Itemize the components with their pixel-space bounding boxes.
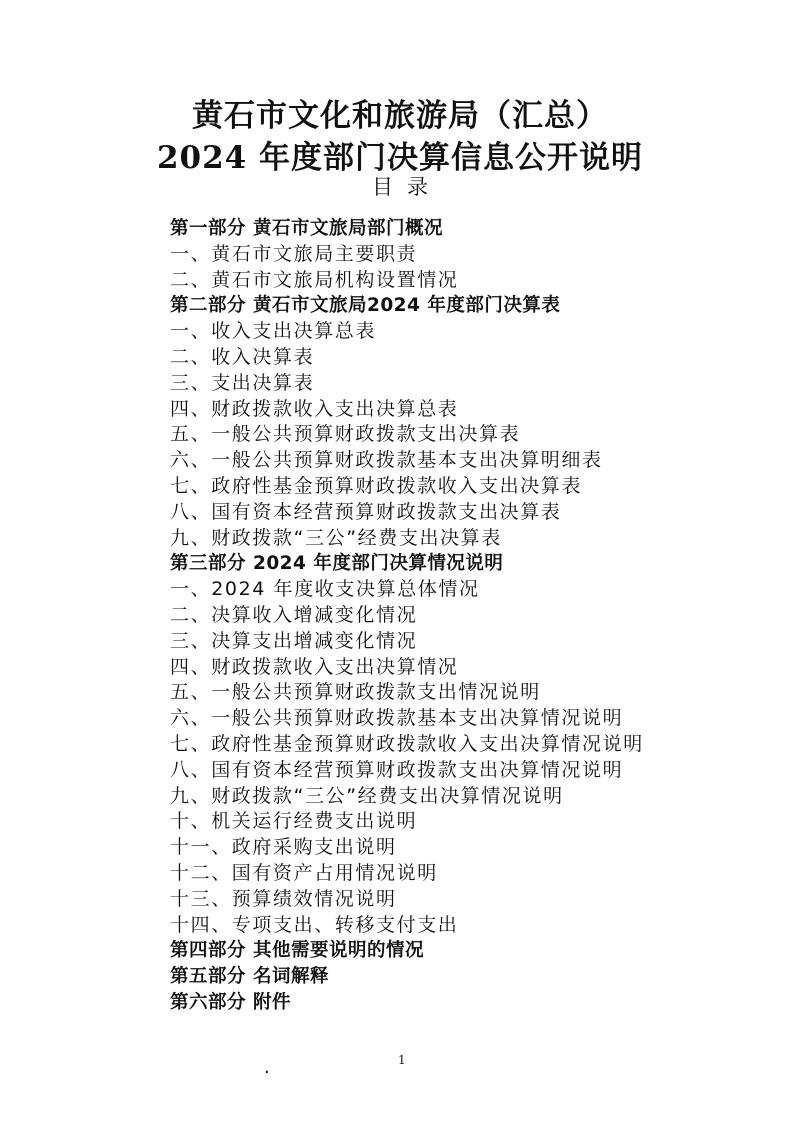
toc-entry: 一、2024 年度收支决算总体情况 xyxy=(170,578,480,601)
toc-entry: 第一部分 黄石市文旅局部门概况 xyxy=(170,218,443,239)
page-number: 1 xyxy=(398,1053,406,1067)
toc-entry: 十四、专项支出、转移支付支出 xyxy=(170,913,459,936)
toc-entry: 第四部分 其他需要说明的情况 xyxy=(170,940,424,962)
toc-entry: 第五部分 名词解释 xyxy=(170,966,329,988)
toc-entry: 三、支出决算表 xyxy=(170,371,315,394)
document-title-line-2: 2024 年度部门决算信息公开说明 xyxy=(156,140,644,176)
toc-entry: 六、一般公共预算财政拨款基本支出决算明细表 xyxy=(170,449,603,472)
toc-entry: 九、财政拨款“三公”经费支出决算情况说明 xyxy=(170,784,564,807)
toc-entry: 第六部分 附件 xyxy=(170,991,291,1013)
document-title-line-1: 黄石市文化和旅游局（汇总） xyxy=(192,98,608,134)
toc-entry: 五、一般公共预算财政拨款支出决算表 xyxy=(170,423,521,446)
toc-entry: 二、收入决算表 xyxy=(170,345,315,368)
toc-entry: 八、国有资本经营预算财政拨款支出决算表 xyxy=(170,500,562,523)
toc-entry: 九、财政拨款“三公”经费支出决算表 xyxy=(170,526,502,549)
toc-entry: 第三部分 2024 年度部门决算情况说明 xyxy=(170,553,504,575)
toc-entry: 五、一般公共预算财政拨款支出情况说明 xyxy=(170,681,541,704)
toc-entry: 七、政府性基金预算财政拨款收入支出决算表 xyxy=(170,474,583,497)
toc-entry: 三、决算支出增减变化情况 xyxy=(170,629,418,652)
toc-entry: 七、政府性基金预算财政拨款收入支出决算情况说明 xyxy=(170,732,644,755)
toc-entry: 第二部分 黄石市文旅局2024 年度部门决算表 xyxy=(170,295,561,317)
toc-entry: 十二、国有资产占用情况说明 xyxy=(170,861,438,884)
toc-entry: 六、一般公共预算财政拨款基本支出决算情况说明 xyxy=(170,707,624,730)
table-of-contents xyxy=(170,216,644,1016)
toc-entry: 一、黄石市文旅局主要职责 xyxy=(170,242,418,265)
toc-entry: 十一、政府采购支出说明 xyxy=(170,836,397,859)
toc-heading: 目录 xyxy=(372,175,442,199)
toc-entry: 二、黄石市文旅局机构设置情况 xyxy=(170,268,459,291)
toc-entry: 十三、预算绩效情况说明 xyxy=(170,887,397,910)
toc-entry: 一、收入支出决算总表 xyxy=(170,320,377,343)
toc-entry: 十、机关运行经费支出说明 xyxy=(170,810,418,833)
footer-dot: . xyxy=(264,1057,270,1078)
toc-entry: 八、国有资本经营预算财政拨款支出决算情况说明 xyxy=(170,758,624,781)
toc-entry: 四、财政拨款收入支出决算情况 xyxy=(170,655,459,678)
toc-entry: 二、决算收入增减变化情况 xyxy=(170,603,418,626)
toc-entry: 四、财政拨款收入支出决算总表 xyxy=(170,397,459,420)
